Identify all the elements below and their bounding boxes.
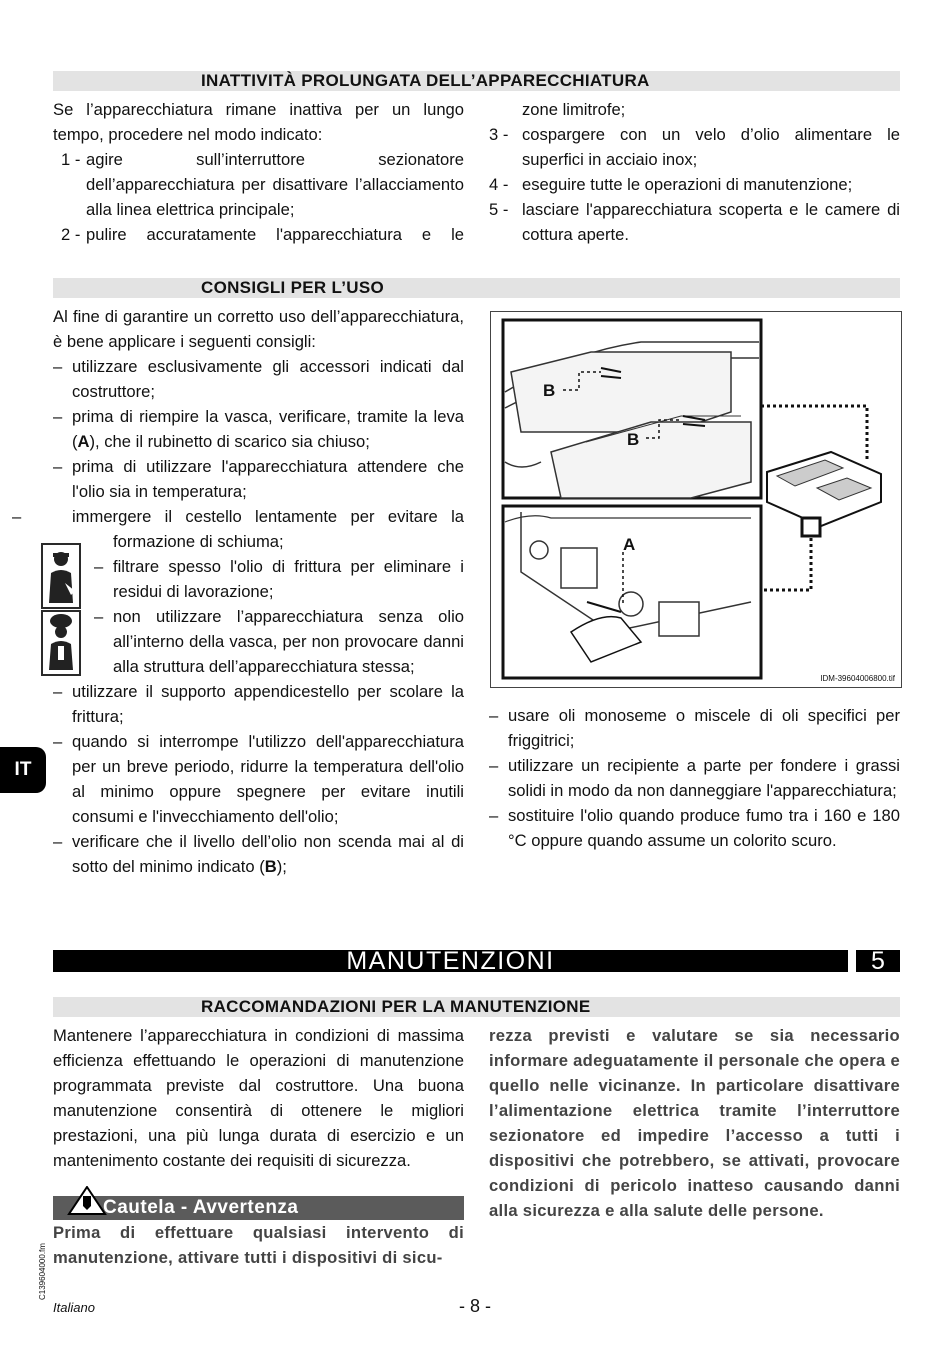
- list-item: [489, 197, 900, 247]
- operator-icon: [41, 543, 81, 609]
- usage-left-column: [53, 304, 464, 879]
- list-item: – non utilizzare l’apparecchiatura senza olio all’interno della vasca, per non provocare danni alla struttura dell’apparecchiatura stessa;: [94, 604, 464, 679]
- step-text: cospargere con un velo d’olio alimentare le superfici in acciaio inox;: [522, 125, 900, 169]
- step-text: pulire accuratamente l'apparecchiatura e le: [86, 225, 464, 244]
- fryer-figure: [490, 311, 902, 688]
- list-item: – usare oli monoseme o miscele di oli specifici per friggitrici;: [489, 703, 900, 753]
- inactivity-intro: Se l’apparecchiatura rimane inattiva per un lungo tempo, procedere nel modo indicato:: [53, 100, 464, 144]
- list-item: – filtrare spesso l'olio di frittura per eliminare i residui di lavorazione;: [94, 554, 464, 604]
- step-text: eseguire tutte le operazioni di manutenzione;: [522, 175, 853, 194]
- list-item: [53, 222, 464, 247]
- chapter-number: 5: [871, 947, 885, 975]
- chapter-number-box: [856, 947, 900, 975]
- inactivity-right-column: [489, 97, 900, 247]
- step-number: 5 -: [489, 200, 509, 219]
- step-number: 1 -: [61, 150, 81, 169]
- step-number: 3 -: [489, 125, 509, 144]
- list-item: – utilizzare il supporto appendicestello per scolare la frittura;: [53, 679, 464, 729]
- step-number: 2 -: [61, 225, 81, 244]
- warning-text-right: rezza previsti e valutare se sia necessario informare adeguatamente il personale che opera e quello nelle vicinanze. In particolare disattivare l’alimentazione elettrica tramite l’interruttore sezionatore ed impedire l’accesso a tutti i dispositivi che potrebbero, se attivati, provocare condizioni di pericolo inatteso causando danni alla sicurezza e alla salute delle persone.: [489, 1026, 900, 1220]
- step-number: 4 -: [489, 175, 509, 194]
- list-item: – prima di riempire la vasca, verificare, tramite la leva (A), che il rubinetto di scarico sia chiuso;: [53, 404, 464, 454]
- reference-letter: B: [264, 857, 277, 876]
- list-item: – verificare che il livello dell’olio non scenda mai al di sotto del minimo indicato (B);: [53, 829, 464, 879]
- footer-language: Italiano: [53, 1300, 95, 1315]
- language-tab-label: IT: [14, 759, 32, 780]
- fryer-illustration: [491, 312, 901, 687]
- list-item: – utilizzare esclusivamente gli accessori indicati dal costruttore;: [53, 354, 464, 404]
- operator-icon-graphic: [41, 543, 81, 609]
- warning-triangle-icon: [67, 1186, 107, 1216]
- warning-bar: [53, 1196, 464, 1220]
- list-item: [53, 147, 464, 222]
- list-item: [489, 122, 900, 172]
- section-heading-text: RACCOMANDAZIONI PER LA MANUTENZIONE: [201, 997, 591, 1016]
- list-item: – immergere il cestello lentamente per evitare la formazione di schiuma;: [53, 504, 464, 554]
- step-text: lasciare l'apparecchiatura scoperta e le camere di cottura aperte.: [522, 200, 900, 244]
- usage-intro: Al fine di garantire un corretto uso dell’apparecchiatura, è bene applicare i seguenti consigli:: [53, 307, 464, 351]
- section-heading-text: INATTIVITÀ PROLUNGATA DELL’APPARECCHIATURA: [201, 71, 650, 90]
- step-continuation: zone limitrofe;: [522, 100, 626, 119]
- list-item: [489, 172, 900, 197]
- warning-title: Cautela - Avvertenza: [103, 1197, 299, 1218]
- figure-caption: IDM-39604006800.tif: [820, 674, 895, 683]
- chef-icon-graphic: [41, 610, 81, 676]
- list-item: – sostituire l'olio quando produce fumo tra i 160 e 180 °C oppure quando assume un colorito scuro.: [489, 803, 900, 853]
- figure-label-b2: B: [627, 430, 640, 449]
- maintenance-body: Mantenere l’apparecchiatura in condizioni di massima efficienza effettuando le operazioni di manutenzione programmata previste dal costruttore. Una buona manutenzione consentirà di ottenere le migliori prestazioni, una più lunga durata di esercizio e un mantenimento costante dei requisiti di sicurezza.: [53, 1026, 464, 1170]
- language-tab: [0, 747, 46, 793]
- inactivity-left-column: [53, 97, 464, 247]
- usage-right-column: [489, 703, 900, 853]
- section-heading-usage-tips: [53, 278, 900, 298]
- warning-text-left: Prima di effettuare qualsiasi intervento di manutenzione, attivare tutti i dispositivi di sicu-: [53, 1223, 464, 1267]
- figure-label-b1: B: [543, 381, 556, 400]
- section-heading-inactivity: [53, 71, 900, 91]
- figure-label-a: A: [623, 535, 636, 554]
- step-text: agire sull’interruttore sezionatore dell’apparecchiatura per disattivare l’allacciamento alla linea elettrica principale;: [86, 150, 464, 219]
- list-item: – quando si interrompe l'utilizzo dell'apparecchiatura per un breve periodo, ridurre la temperatura dell'olio al minimo oppure spegnere per evitare inutili consumi e l'invecchiamento dell'olio;: [53, 729, 464, 829]
- section-heading-maintenance: [53, 997, 900, 1017]
- chef-icon: [41, 610, 81, 676]
- page-number: - 8 -: [458, 1296, 491, 1316]
- reference-letter: A: [77, 432, 90, 451]
- list-item: – prima di utilizzare l'apparecchiatura attendere che l'olio sia in temperatura;: [53, 454, 464, 504]
- chapter-title: MANUTENZIONI: [346, 947, 555, 975]
- footer-file-code: C139604000.fm: [38, 1243, 47, 1300]
- list-item: – utilizzare un recipiente a parte per fondere i grassi solidi in modo da non danneggiare l'apparecchiatura;: [489, 753, 900, 803]
- chapter-title-bar: [53, 947, 848, 975]
- section-heading-text: CONSIGLI PER L’USO: [201, 278, 384, 297]
